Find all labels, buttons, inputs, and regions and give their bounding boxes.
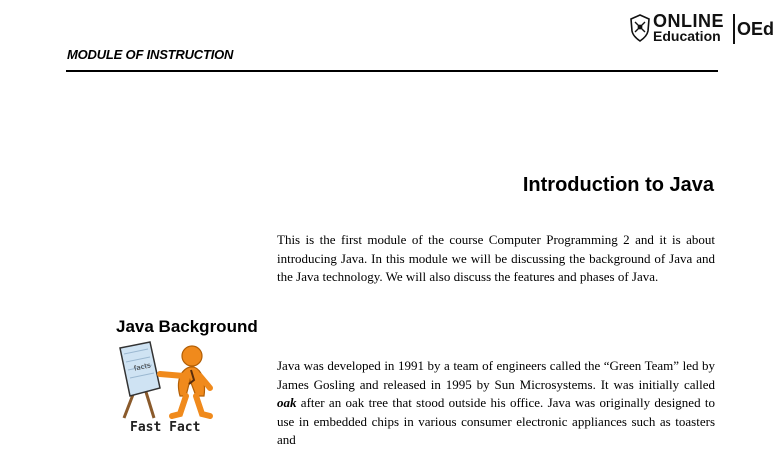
fast-fact-figure-icon xyxy=(110,340,224,422)
page-title: Introduction to Java xyxy=(522,174,714,196)
section-heading: Java Background xyxy=(116,317,258,336)
header-rule xyxy=(66,70,718,72)
logo-oed-text: OEd xyxy=(737,19,775,39)
java-background-paragraph xyxy=(277,357,715,450)
sign-text: facts xyxy=(133,361,152,373)
shield-crest-icon xyxy=(629,14,651,42)
module-label: MODULE OF INSTRUCTION xyxy=(67,47,234,62)
logo-education-text: Education xyxy=(653,28,721,44)
oak-emphasis: oak xyxy=(277,395,297,410)
fast-fact-caption: Fast Fact xyxy=(130,420,201,435)
logo-online-text: ONLINE xyxy=(653,11,725,31)
intro-paragraph: This is the first module of the course Computer Programming 2 and it is about introducing Java. In this module we will be discussing the background of Java and the Java technology. We will also discuss the features and phases of Java. xyxy=(277,232,715,284)
logo-divider xyxy=(733,14,735,44)
background-text-end: after an oak tree that stood outside his office. Java was originally designed to use in embedded chips in various consumer electronic appliances such as toasters and xyxy=(277,395,715,447)
background-text-start: Java was developed in 1991 by a team of engineers called the “Green Team” led by James Gosling and released in 1995 by Sun Microsystems. It was initially called xyxy=(277,358,715,392)
fast-fact-illustration xyxy=(110,340,224,441)
online-education-logo xyxy=(629,12,781,46)
